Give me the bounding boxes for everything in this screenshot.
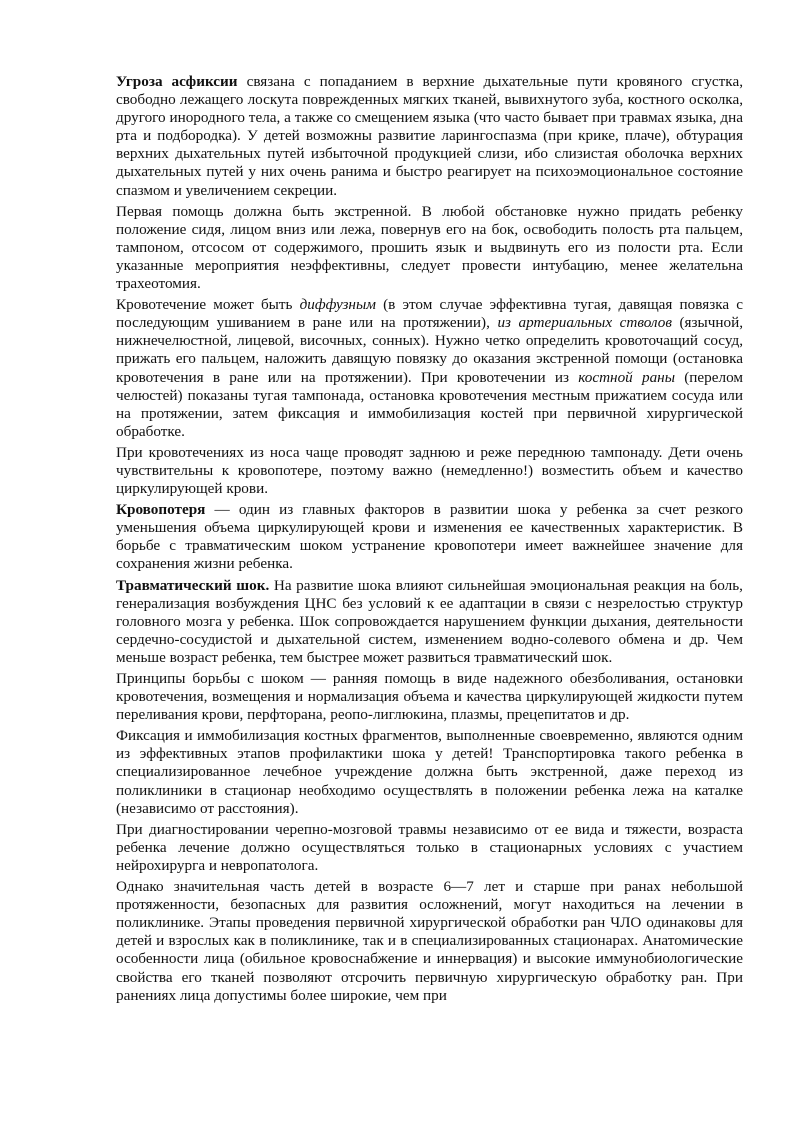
paragraph-shock-principles: Принципы борьбы с шоком — ранняя помощь в виде надежного обезболивания, остановки кровотечения, возмещения и нормализация объема и качества циркулирующей жидкости путем переливания крови, перфторана, реопо-лиглюкина, плазмы, прецепитатов и др.	[116, 670, 743, 724]
paragraph-traumatic-shock	[116, 577, 743, 667]
paragraph-text: — один из главных факторов в развитии шока у ребенка за счет резкого уменьшения объема циркулирующей крови и изменения ее качественных характеристик. В борьбе с травматическим шоком устранение кровопотери имеет важнейшее значение для сохранения жизни ребенка.	[116, 501, 743, 573]
document-page	[116, 73, 743, 1008]
paragraph-blood-loss	[116, 501, 743, 573]
italic-diffuse: диффузным	[299, 296, 376, 314]
paragraph-bleeding	[116, 296, 743, 441]
italic-arterial: из артериальных стволов	[497, 314, 672, 332]
paragraph-text: связана с попаданием в верхние дыхательные пути кровяного сгустка, свободно лежащего лоскута поврежденных мягких тканей, вывихнутого зуба, костного осколка, другого инородного тела, а также со смещением языка (что часто бывает при травмах языка, дна рта и подбородка). У детей возможны развитие ларингоспазма (при крике, плаче), обтурация верхних дыхательных путей избыточной продукцией слизи, ибо слизистая оболочка верхних дыхательных путей у них очень ранима и быстро реагирует на психоэмоциональное состояние спазмом и увеличением секреции.	[116, 73, 743, 199]
term-blood-loss: Кровопотеря	[116, 501, 206, 519]
paragraph-asphyxia	[116, 73, 743, 200]
paragraph-text: На развитие шока влияют сильнейшая эмоциональная реакция на боль, генерализация возбуждения ЦНС без условий к ее адаптации в связи с незрелостью структур головного мозга у ребенка. Шок сопровождается нарушением функции дыхания, деятельности сердечно-сосудистой и дыхательной систем, изменением водно-солевого обмена и др. Чем меньше возраст ребенка, тем быстрее может развиться травматический шок.	[116, 576, 743, 666]
paragraph-text: (в этом случае эффективна тугая, давящая повязка с последующим ушиванием в ране или на протяжении),	[116, 296, 743, 332]
italic-bone-wound: костной раны	[578, 368, 676, 386]
paragraph-text: Кровотечение может быть	[116, 296, 300, 314]
paragraph-craniocerebral: При диагностировании черепно-мозговой травмы независимо от ее вида и тяжести, возраста ребенка лечение должно осуществляться только в стационарных условиях с участием нейрохирурга и невропатолога.	[116, 820, 743, 874]
paragraph-nose-bleeding: При кровотечениях из носа чаще проводят заднюю и реже переднюю тампонаду. Дети очень чувствительны к кровопотере, поэтому важно (немедленно!) возместить объем и качество циркулирующей крови.	[116, 443, 743, 498]
paragraph-first-aid: Первая помощь должна быть экстренной. В любой обстановке нужно придать ребенку положение сидя, лицом вниз или лежа, повернув его на бок, освободить полость рта пальцем, тампоном, отсосом от содержимого, прошить язык и выдвинуть его из полости рта. Если указанные мероприятия неэффективны, следует провести интубацию, менее желательна трахеотомия.	[116, 202, 743, 293]
term-traumatic-shock: Травматический шок.	[116, 576, 270, 594]
paragraph-outpatient: Однако значительная часть детей в возрасте 6—7 лет и старше при ранах небольшой протяженности, безопасных для развития осложнений, могут находиться на лечении в поликлинике. Этапы проведения первичной хирургической обработки ран ЧЛО одинаковы для детей и взрослых как в поликлинике, так и в специализированных стационарах. Анатомические особенности лица (обильное кровоснабжение и иннервация) и высокие иммунобиологические свойства его тканей позволяют отсрочить первичную хирургическую обработку ран. При ранениях лица допустимы более широкие, чем при	[116, 878, 743, 1004]
paragraph-text: (перелом челюстей) показаны тугая тампонада, остановка кровотечения местным прижатием сосуда или на протяжении, затем фиксация и иммобилизация костей при первичной хирургической обработке.	[116, 368, 744, 440]
paragraph-text: (язычной, нижнечелюстной, лицевой, височных, сонных). Нужно четко определить кровоточащий сосуд, прижать его пальцем, наложить давящую повязку до оказания экстренной помощи (остановка кровотечения в ране или на протяжении). При кровотечении из	[116, 314, 744, 386]
paragraph-fixation: Фиксация и иммобилизация костных фрагментов, выполненные своевременно, являются одним из эффективных этапов профилактики шока у детей! Транспортировка такого ребенка в специализированное лечебное учреждение должна быть экстренной, даже переход из поликлиники в стационар необходимо осуществлять в положении ребенка лежа на каталке (независимо от расстояния).	[116, 727, 743, 817]
term-asphyxia: Угроза асфиксии	[116, 73, 238, 90]
